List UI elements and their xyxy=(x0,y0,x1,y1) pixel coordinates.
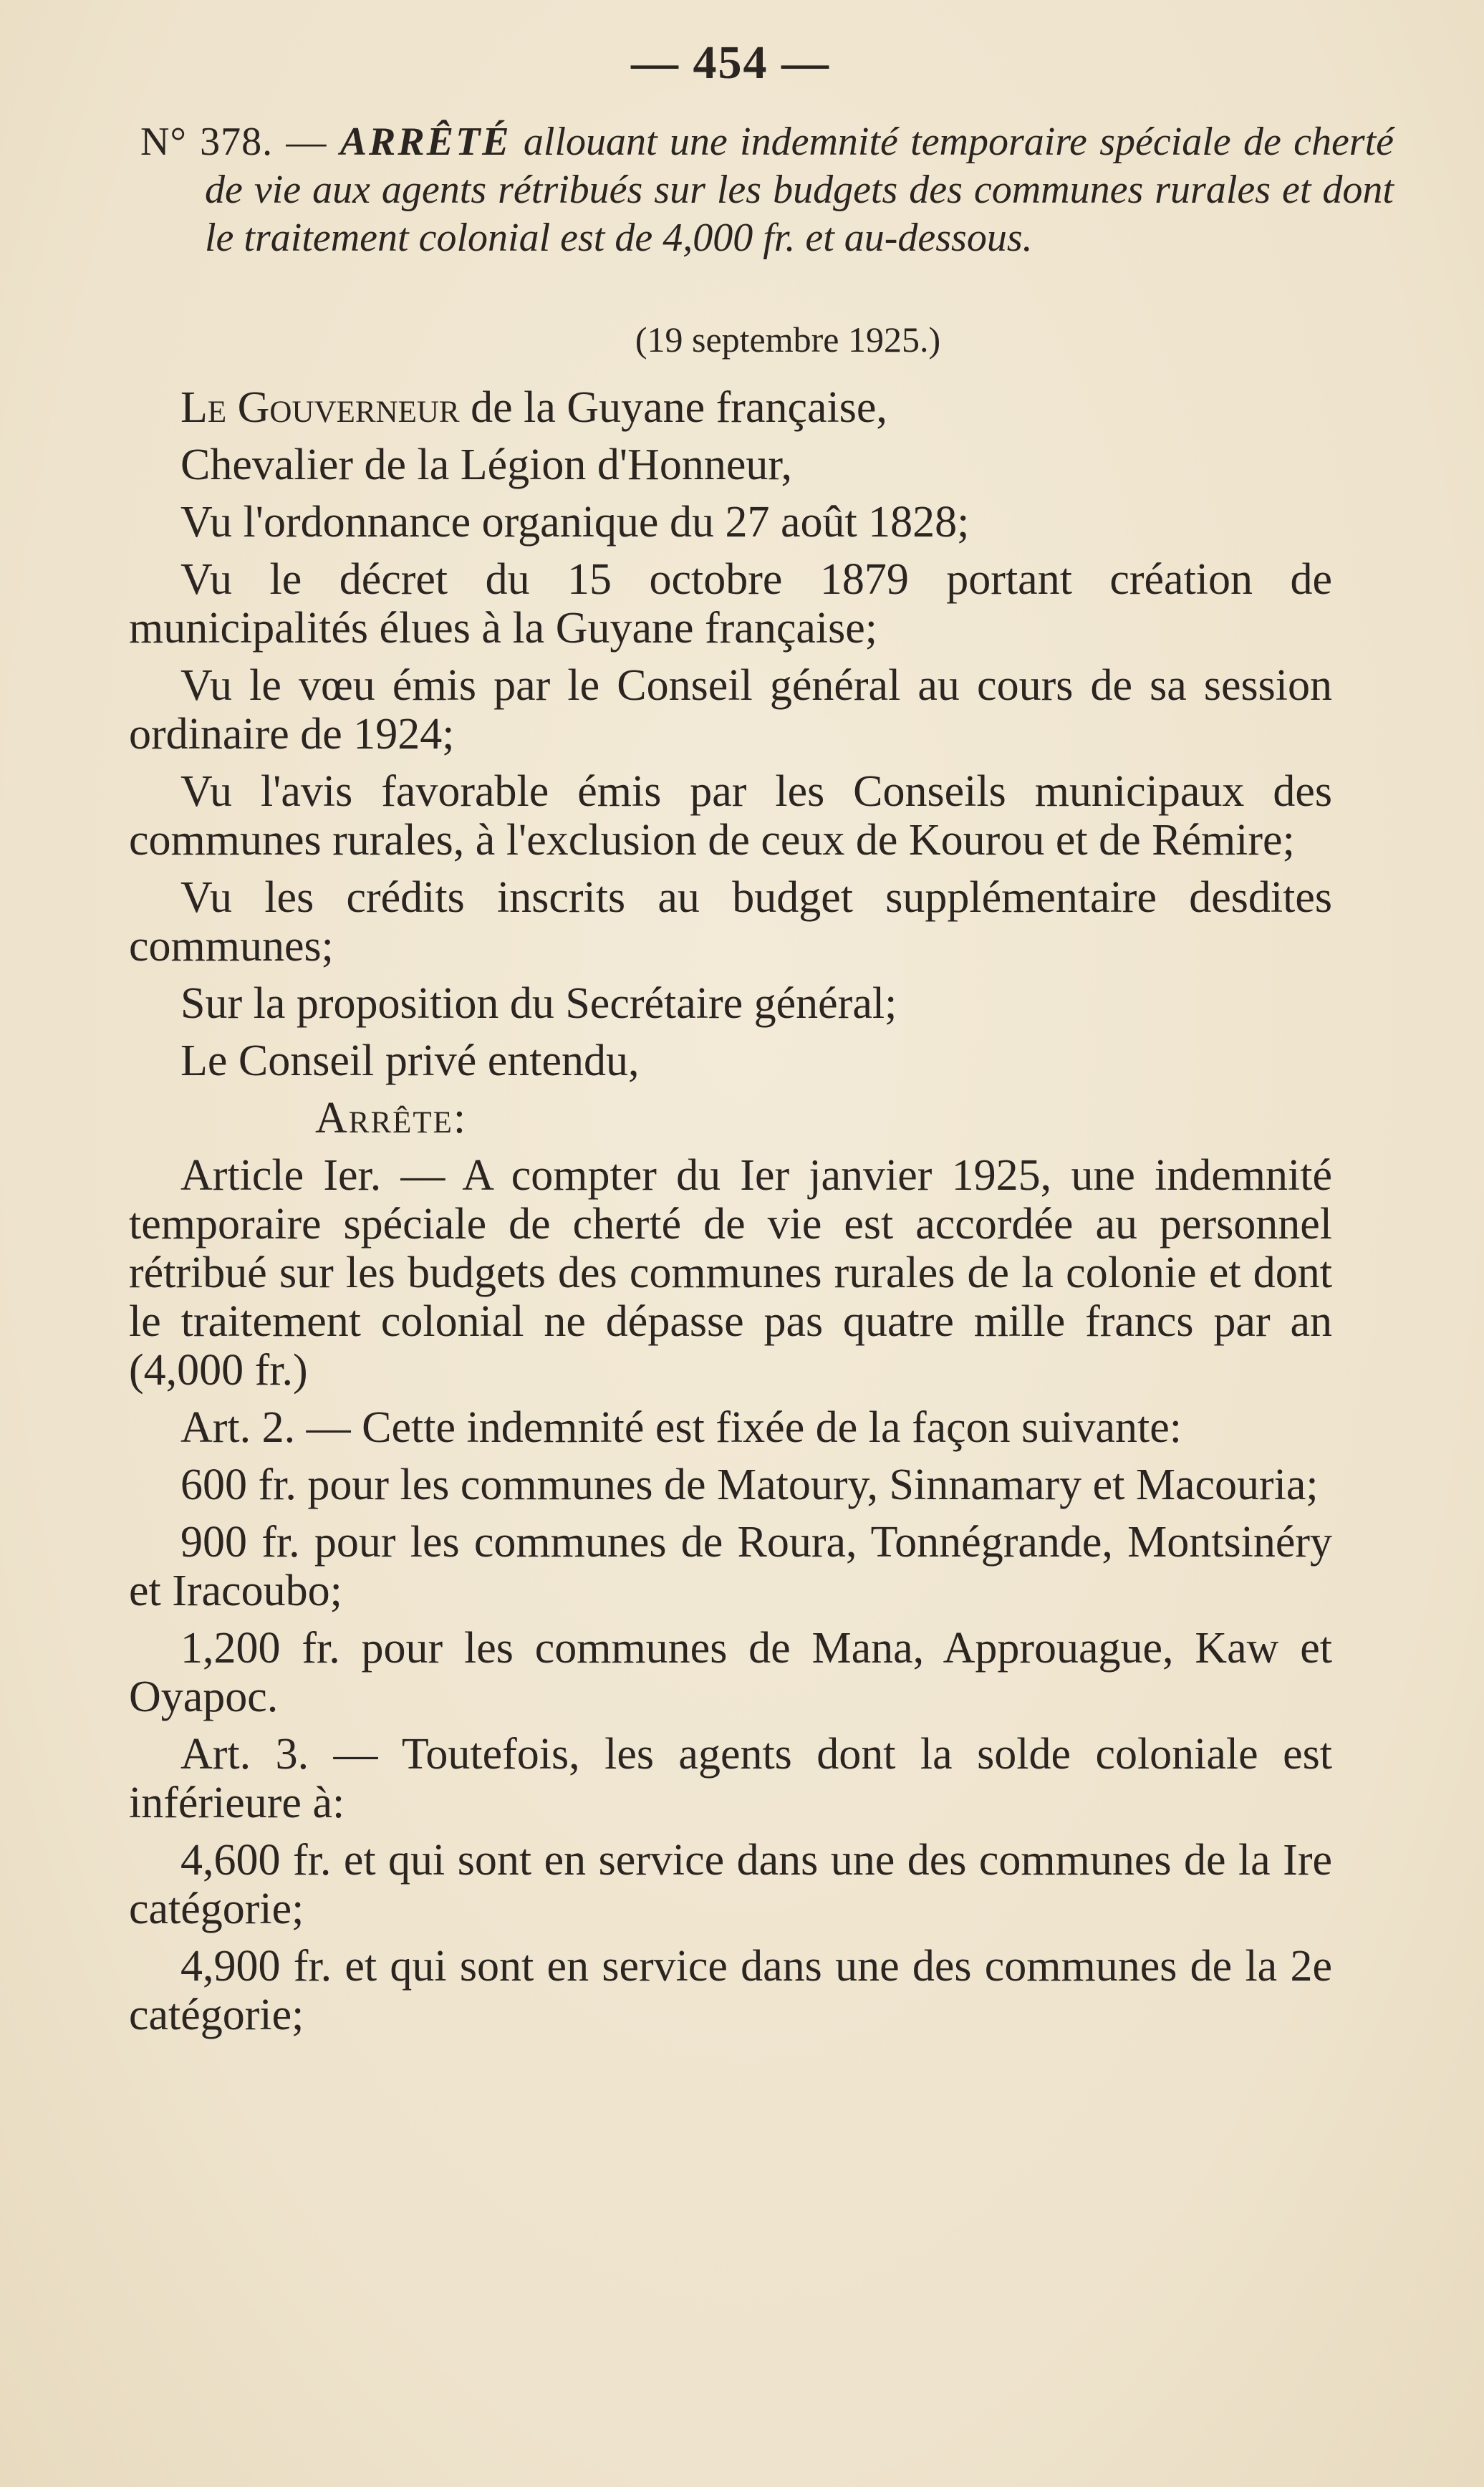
visa-paragraph: Vu le vœu émis par le Conseil général au cours de sa session ordinaire de 1924; xyxy=(129,661,1332,759)
act-body xyxy=(129,383,1332,2048)
governor-line xyxy=(129,383,1332,432)
page-number: — 454 — xyxy=(631,37,830,89)
article-2-item: 600 fr. pour les communes de Matoury, Sinnamary et Macouria; xyxy=(180,1461,1319,1509)
visa-paragraph: Vu l'ordonnance organique du 27 août 1828; xyxy=(180,498,970,547)
visa-paragraph: Vu le décret du 15 octobre 1879 portant création de municipalités élues à la Guyane française; xyxy=(129,555,1332,653)
article-1: Article Ier. — A compter du Ier janvier 1925, une indemnité temporaire spéciale de cherté de vie est accordée au personnel rétribué sur les budgets des communes rurales de la colonie et dont le traitement colonial ne dépasse pas quatre mille francs par an (4,000 fr.) xyxy=(129,1151,1332,1395)
governor-label: Le Gouverneur xyxy=(180,383,460,432)
act-date: (19 septembre 1925.) xyxy=(635,319,941,360)
article-2-item: 900 fr. pour les communes de Roura, Tonnégrande, Montsinéry et Iracoubo; xyxy=(129,1518,1332,1615)
act-kind: ARRÊTÉ xyxy=(339,120,511,164)
article-2: Art. 2. — Cette indemnité est fixée de la façon suivante: xyxy=(180,1403,1182,1452)
act-header xyxy=(140,118,1394,262)
article-3: Art. 3. — Toutefois, les agents dont la solde coloniale est inférieure à: xyxy=(129,1730,1332,1827)
visa-paragraph: Sur la proposition du Secrétaire général; xyxy=(180,979,897,1028)
article-2-item: 1,200 fr. pour les communes de Mana, Approuague, Kaw et Oyapoc. xyxy=(129,1624,1332,1721)
article-3-item: 4,900 fr. et qui sont en service dans une des communes de la 2e catégorie; xyxy=(129,1942,1332,2039)
article-3-item: 4,600 fr. et qui sont en service dans une des communes de la Ire catégorie; xyxy=(129,1836,1332,1933)
act-number: N° 378. — xyxy=(140,120,340,164)
visa-paragraph: Vu l'avis favorable émis par les Conseils municipaux des communes rurales, à l'exclusion de ceux de Kourou et de Rémire; xyxy=(129,767,1332,865)
act-title: allouant une indemnité temporaire spéciale de cherté de vie aux agents rétribués sur les budgets des communes rurales et dont le traitement colonial est de 4,000 fr. et au-dessous. xyxy=(205,120,1394,260)
chevalier-line: Chevalier de la Légion d'Honneur, xyxy=(180,441,793,489)
visa-paragraph: Vu les crédits inscrits au budget supplémentaire desdites communes; xyxy=(129,873,1332,971)
governor-rest: de la Guyane française, xyxy=(459,383,887,432)
arrete-heading: Arrête: xyxy=(315,1094,468,1143)
visa-paragraph: Le Conseil privé entendu, xyxy=(180,1036,640,1085)
